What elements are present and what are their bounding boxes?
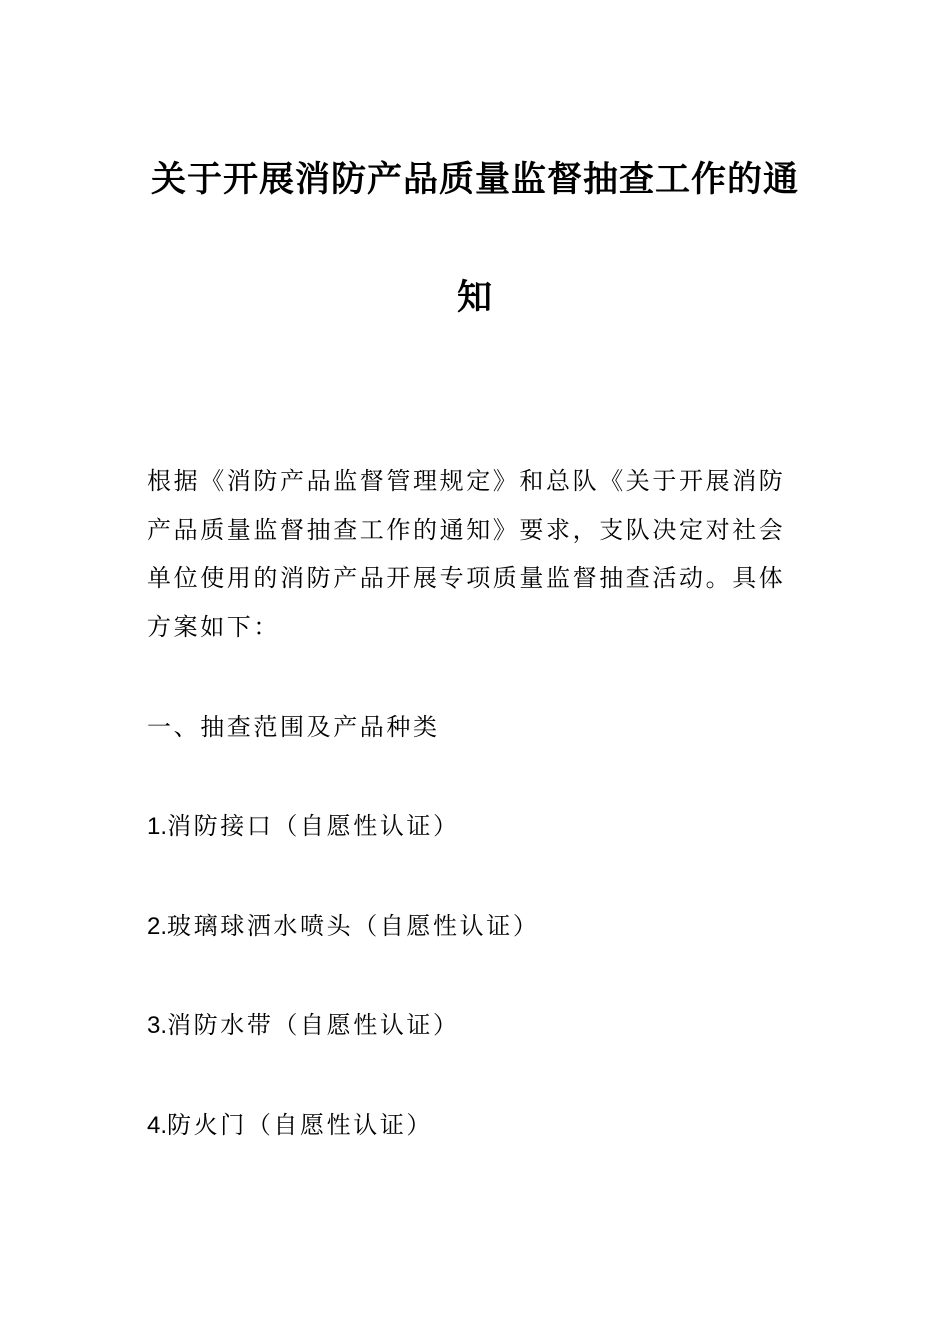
list-item (147, 806, 460, 847)
list-item-number: 2. (147, 913, 168, 940)
document-title-line-2: 知 (456, 277, 493, 318)
list-item-text: 防火门（自愿性认证） (167, 1111, 434, 1139)
document-title-line-1: 关于开展消防产品质量监督抽查工作的通 (150, 159, 799, 200)
list-item-text: 玻璃球洒水喷头（自愿性认证） (167, 912, 540, 940)
list-item (147, 906, 539, 947)
list-item (147, 1005, 460, 1046)
intro-paragraph: 根据《消防产品监督管理规定》和总队《关于开展消防产品质量监督抽查工作的通知》要求，支队决定对社会单位使用的消防产品开展专项质量监督抽查活动。具体方案如下： (147, 467, 786, 641)
list-item (147, 1105, 433, 1146)
list-item-number: 3. (147, 1012, 168, 1039)
list-item-text: 消防水带（自愿性认证） (167, 1011, 460, 1039)
list-item-number: 4. (147, 1112, 168, 1139)
list-item-number: 1. (147, 813, 168, 840)
list-item-text: 消防接口（自愿性认证） (167, 812, 460, 840)
section-heading-scope: 一、抽查范围及产品种类 (147, 713, 440, 741)
